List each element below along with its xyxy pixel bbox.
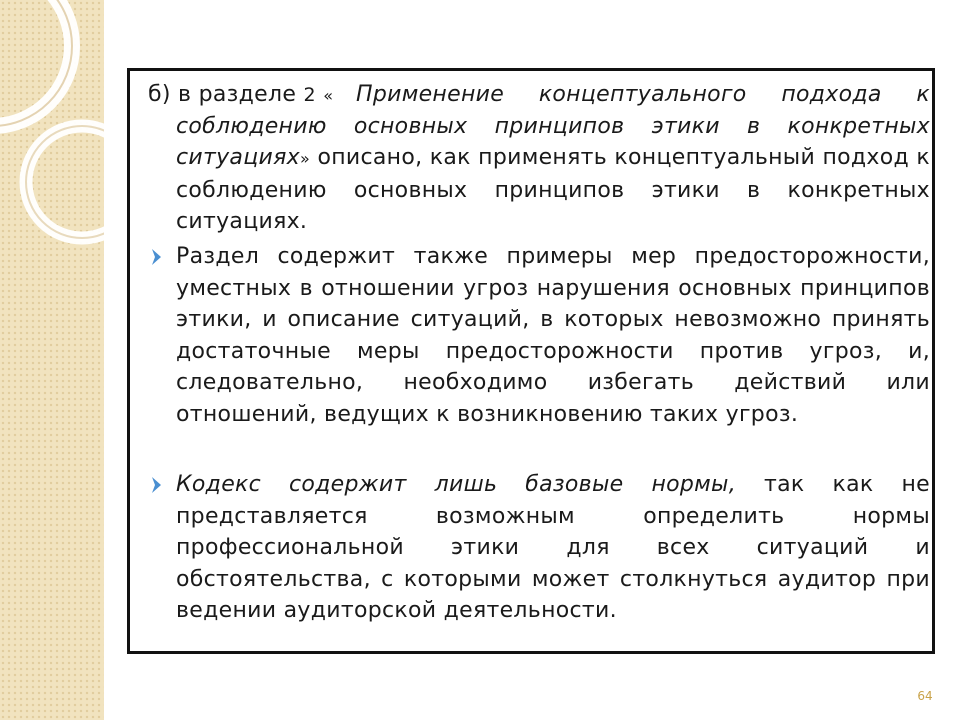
bullet-text: Раздел содержит также примеры мер предосторожности, уместных в отношении угроз нарушения основных принципов этики, и описание ситуаций, в которых невозможно принять достаточные меры предосторожности против угроз, и, следовательно, необходимо избегать действий или отношений, ведущих к возникновению таких угроз.: [176, 244, 930, 427]
intro-rest: описано, как применять концептуальный подход к соблюдению основных принципов этики в конкретных ситуациях.: [176, 145, 930, 234]
intro-lead: б) в разделе 2 «: [148, 82, 334, 107]
intro-quote-close: »: [299, 149, 311, 168]
bullet-item: [176, 241, 930, 430]
bullet-item: [176, 469, 930, 627]
intro-italic: Применение концептуального подхода к соблюдению основных принципов этики в конкретных ситуациях: [176, 82, 930, 170]
decorative-side-strip: [0, 0, 104, 720]
bullet-italic: Кодекс содержит лишь базовые нормы,: [176, 472, 737, 497]
decorative-rings: [0, 0, 104, 720]
intro-paragraph: [148, 79, 930, 238]
arrow-bullet-icon: [148, 471, 168, 499]
page-number: 64: [917, 689, 933, 703]
bullet-text: так как не представляется возможным определить нормы профессиональной этики для всех ситуаций и обстоятельства, с которыми может столкнуться аудитор при ведении аудиторской деятельности.: [176, 472, 930, 623]
arrow-bullet-icon: [148, 243, 168, 271]
content-box: [127, 68, 935, 654]
